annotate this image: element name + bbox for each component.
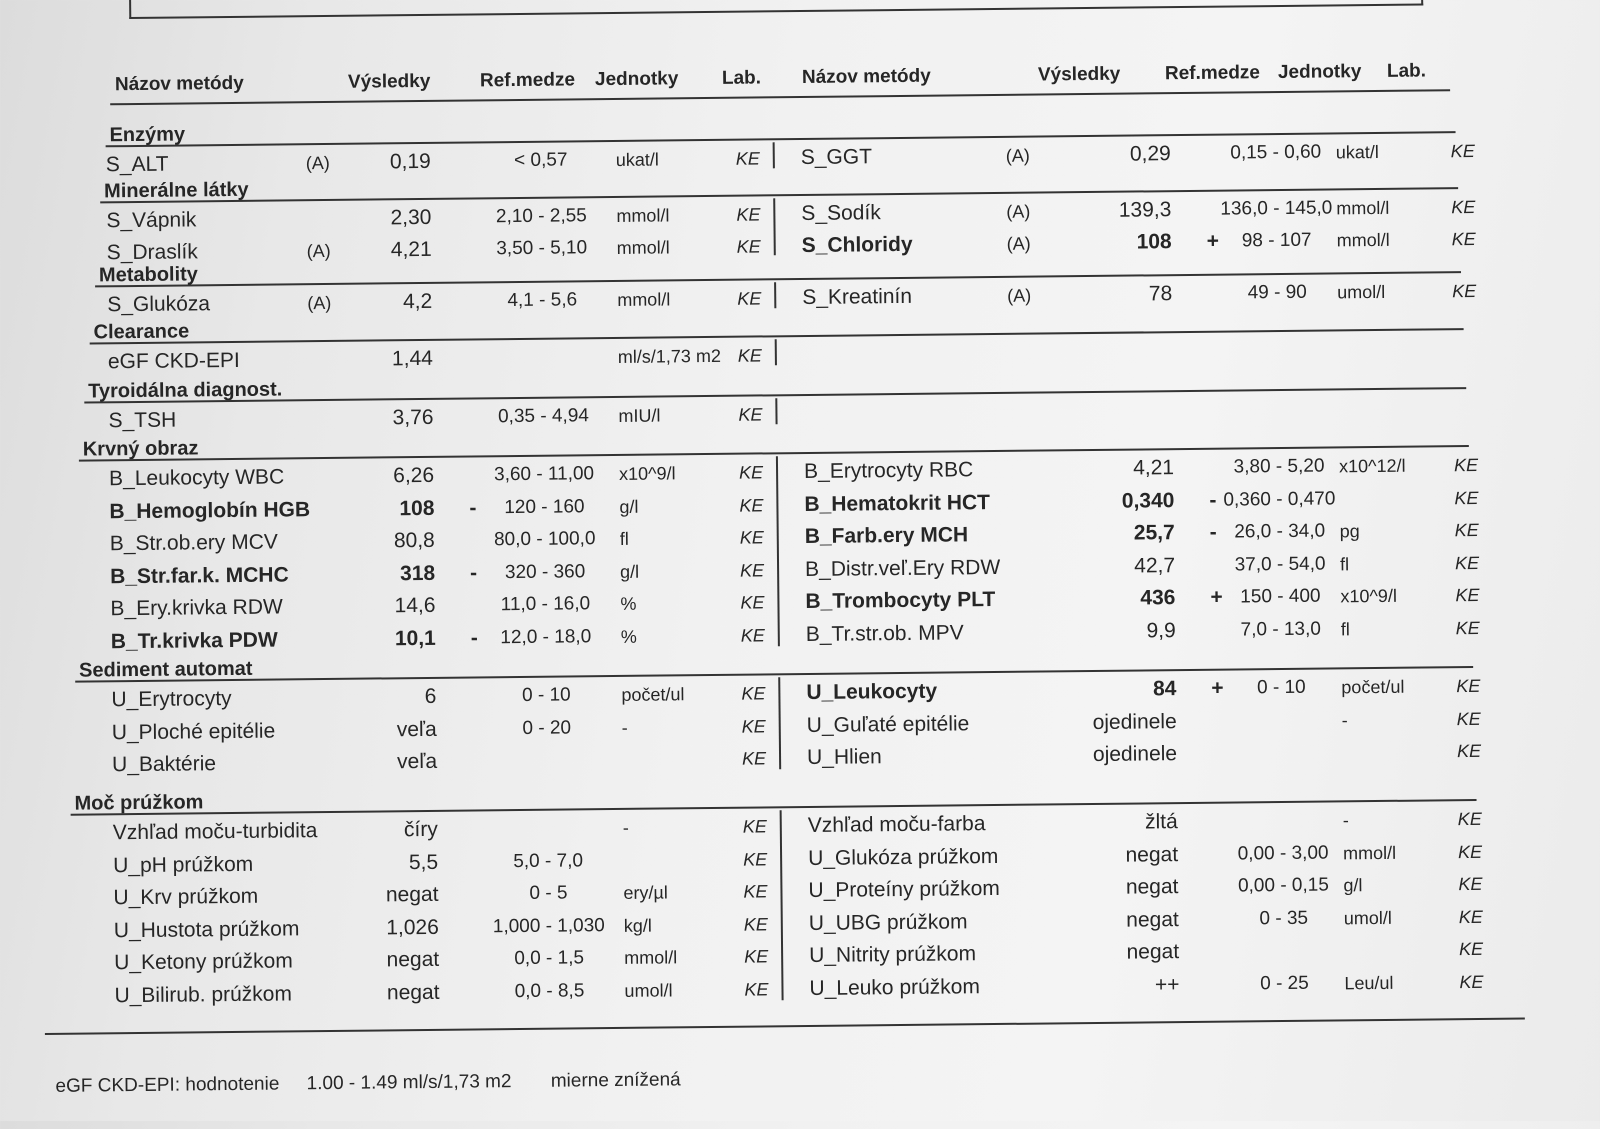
- right-unit: počet/ul: [1341, 676, 1405, 698]
- right-value: žltá: [1144, 810, 1178, 834]
- left-name: S_Vápnik: [106, 208, 197, 233]
- right-name: U_Glukóza prúžkom: [807, 844, 999, 870]
- left-unit: umol/l: [624, 980, 673, 1001]
- left-lab: KE: [741, 748, 767, 769]
- section-title: Enzýmy: [109, 123, 186, 147]
- left-lab: KE: [738, 462, 764, 483]
- left-value: negat: [386, 980, 440, 1005]
- left-name: U_Bilirub. prúžkom: [114, 982, 293, 1008]
- left-lab: KE: [739, 560, 765, 581]
- left-unit: -: [622, 817, 629, 838]
- right-flag-mark: +: [1211, 676, 1224, 700]
- left-lab: KE: [741, 716, 766, 737]
- left-flag: (A): [306, 240, 331, 261]
- left-ref: 0 - 20: [522, 717, 572, 739]
- left-lab: KE: [743, 849, 768, 870]
- left-lab: KE: [743, 881, 768, 902]
- right-value: 4,21: [1133, 456, 1175, 480]
- left-value: 2,30: [390, 205, 432, 230]
- right-ref: 98 - 107: [1241, 229, 1312, 252]
- left-lab: KE: [740, 625, 765, 646]
- left-flag: (A): [307, 292, 332, 314]
- section-title: Metabolity: [98, 263, 198, 287]
- header-left-1: Výsledky: [347, 70, 431, 93]
- bottom-rule: [45, 1017, 1525, 1034]
- left-unit: mmol/l: [616, 205, 670, 226]
- left-name: U_Baktérie: [111, 752, 217, 777]
- footnote: [55, 1069, 680, 1098]
- right-name: B_Distr.veľ.Ery RDW: [804, 555, 1001, 581]
- right-name: U_Nitrity prúžkom: [809, 942, 977, 968]
- footnote-range: 1.00 - 1.49 ml/s/1,73 m2: [306, 1071, 512, 1095]
- right-name: U_Leukocyty: [806, 679, 938, 704]
- left-value: 4,21: [390, 237, 432, 261]
- left-name: U_Erytrocyty: [111, 687, 232, 712]
- left-ref: 4,1 - 5,6: [507, 289, 578, 312]
- column-divider: [773, 142, 775, 168]
- left-name: U_Ketony prúžkom: [114, 949, 293, 975]
- right-lab: KE: [1452, 280, 1477, 302]
- right-ref: 136,0 - 145,0: [1220, 197, 1333, 220]
- header-left-4: Lab.: [721, 67, 762, 89]
- right-name: B_Tr.str.ob. MPV: [805, 621, 964, 646]
- left-value: 10,1: [394, 626, 436, 651]
- right-lab: KE: [1454, 487, 1479, 508]
- right-name: U_Proteíny prúžkom: [808, 877, 1000, 903]
- right-name: S_Chloridy: [801, 232, 913, 257]
- left-ref: 11,0 - 16,0: [500, 593, 591, 616]
- left-lab: KE: [744, 979, 769, 1000]
- left-unit: mmol/l: [617, 289, 671, 310]
- lab-report: [34, 0, 1576, 1129]
- left-lab: KE: [736, 236, 761, 257]
- left-value: 14,6: [394, 594, 436, 618]
- left-ref: 0,0 - 1,5: [514, 947, 585, 970]
- right-unit: ukat/l: [1335, 141, 1379, 163]
- header-right-0: Názov metódy: [801, 65, 931, 89]
- column-divider: [774, 282, 776, 308]
- right-ref: 150 - 400: [1240, 585, 1321, 608]
- right-value: 42,7: [1134, 553, 1176, 578]
- right-name: U_Guľaté epitélie: [806, 711, 970, 737]
- left-flag-mark: -: [469, 561, 478, 585]
- right-name: U_UBG prúžkom: [808, 910, 968, 935]
- left-unit: mmol/l: [616, 236, 670, 258]
- right-value: 108: [1136, 229, 1172, 254]
- left-unit: -: [621, 717, 628, 738]
- left-value: 80,8: [393, 529, 435, 553]
- right-unit: mmol/l: [1342, 842, 1397, 863]
- right-lab: KE: [1456, 708, 1481, 729]
- left-value: 1,44: [391, 346, 433, 371]
- left-value: 4,2: [402, 289, 433, 314]
- right-value: ojedinele: [1092, 709, 1177, 734]
- left-name: U_Hustota prúžkom: [113, 917, 300, 943]
- left-name: B_Ery.krivka RDW: [110, 595, 283, 621]
- column-header: [35, 55, 1515, 102]
- right-flag: (A): [1006, 201, 1031, 222]
- section-title: Krvný obraz: [82, 437, 199, 461]
- left-value: 318: [399, 561, 436, 586]
- right-value: ++: [1154, 973, 1180, 997]
- right-unit: -: [1342, 810, 1349, 831]
- left-lab: KE: [744, 946, 769, 968]
- right-ref: 0,360 - 0,470: [1223, 488, 1336, 511]
- section-title: Sediment automat: [78, 657, 253, 682]
- left-unit: g/l: [620, 561, 640, 582]
- header-right-2: Ref.medze: [1164, 62, 1261, 85]
- right-unit: fl: [1340, 619, 1350, 640]
- left-unit: x10^9/l: [618, 463, 676, 484]
- right-value: 25,7: [1133, 521, 1175, 545]
- left-ref: 3,60 - 11,00: [493, 463, 595, 486]
- footnote-verdict: mierne znížená: [550, 1069, 681, 1092]
- right-value: negat: [1125, 875, 1179, 899]
- right-value: 9,9: [1146, 619, 1176, 643]
- right-unit: Leu/ul: [1344, 972, 1394, 994]
- right-lab: KE: [1457, 841, 1483, 862]
- left-ref: 0,0 - 8,5: [514, 980, 585, 1003]
- right-name: B_Hematokrit HCT: [804, 490, 991, 516]
- left-ref: 320 - 360: [504, 561, 586, 583]
- right-ref: 37,0 - 54,0: [1234, 553, 1326, 576]
- right-ref: 0,00 - 0,15: [1237, 874, 1329, 897]
- left-value: 6: [424, 684, 437, 708]
- right-flag-mark: +: [1206, 229, 1220, 253]
- header-left-3: Jednotky: [594, 68, 679, 91]
- left-lab: KE: [735, 148, 760, 169]
- column-divider: [775, 398, 777, 424]
- left-ref: 2,10 - 2,55: [495, 205, 587, 228]
- left-name: U_Krv prúžkom: [113, 884, 259, 910]
- section-title: Clearance: [93, 320, 190, 344]
- right-unit: umol/l: [1337, 281, 1386, 303]
- left-name: S_Glukóza: [107, 292, 211, 317]
- left-unit: g/l: [619, 496, 639, 517]
- right-unit: mmol/l: [1336, 229, 1390, 251]
- left-unit: počet/ul: [621, 684, 685, 705]
- right-lab: KE: [1455, 585, 1480, 606]
- left-ref: 12,0 - 18,0: [500, 626, 592, 649]
- right-name: S_GGT: [800, 145, 873, 170]
- right-value: 84: [1152, 677, 1177, 701]
- left-lab: KE: [736, 204, 761, 225]
- left-lab: KE: [738, 404, 763, 425]
- left-ref: 5,0 - 7,0: [513, 849, 584, 872]
- right-flag-mark: -: [1209, 488, 1217, 512]
- header-right-4: Lab.: [1386, 60, 1427, 82]
- right-value: ojedinele: [1092, 742, 1178, 767]
- left-name: B_Hemoglobín HGB: [109, 497, 311, 523]
- left-lab: KE: [737, 345, 762, 366]
- left-lab: KE: [742, 816, 767, 837]
- right-flag-mark: -: [1209, 520, 1217, 544]
- right-ref: 0 - 35: [1259, 907, 1309, 930]
- right-unit: pg: [1339, 521, 1360, 542]
- right-flag: (A): [1007, 285, 1032, 306]
- right-lab: KE: [1456, 675, 1481, 697]
- left-flag-mark: -: [470, 626, 478, 650]
- right-value: negat: [1126, 907, 1179, 932]
- left-unit: mIU/l: [618, 405, 661, 426]
- right-ref: 26,0 - 34,0: [1234, 520, 1326, 543]
- right-ref: 0 - 25: [1260, 972, 1309, 995]
- left-ref: 0 - 10: [521, 684, 571, 706]
- left-ref: 0,35 - 4,94: [497, 405, 590, 428]
- left-value: negat: [385, 883, 439, 907]
- left-name: Vzhľad moču-turbidita: [112, 819, 318, 845]
- left-lab: KE: [740, 592, 765, 614]
- section-title: Tyroidálna diagnost.: [88, 378, 283, 403]
- left-ref: 80,0 - 100,0: [493, 528, 596, 551]
- left-name: U_Ploché epitélie: [111, 719, 276, 744]
- left-value: veľa: [396, 750, 438, 774]
- section-title: Moč prúžkom: [74, 791, 204, 815]
- right-name: U_Leuko prúžkom: [809, 975, 981, 1000]
- left-unit: ml/s/1,73 m2: [617, 345, 722, 367]
- right-value: 139,3: [1118, 198, 1172, 222]
- left-unit: ukat/l: [615, 149, 659, 170]
- left-name: eGF CKD-EPI: [107, 348, 240, 374]
- right-name: B_Erytrocyty RBC: [803, 458, 974, 484]
- left-unit: %: [620, 594, 637, 615]
- left-name: B_Leukocyty WBC: [108, 465, 285, 491]
- right-value: 0,340: [1121, 488, 1175, 513]
- left-name: S_TSH: [108, 408, 177, 433]
- left-flag-mark: -: [469, 496, 477, 520]
- right-value: 78: [1148, 282, 1173, 306]
- right-unit: g/l: [1343, 875, 1363, 896]
- right-unit: -: [1341, 709, 1348, 730]
- right-lab: KE: [1451, 196, 1476, 218]
- header-right-3: Jednotky: [1277, 61, 1362, 84]
- left-ref: 120 - 160: [504, 495, 585, 518]
- left-unit: mmol/l: [624, 947, 678, 969]
- right-lab: KE: [1451, 228, 1476, 249]
- left-ref: < 0,57: [513, 149, 568, 172]
- right-lab: KE: [1459, 939, 1484, 960]
- column-divider: [775, 339, 777, 365]
- header-left-2: Ref.medze: [479, 69, 576, 92]
- right-unit: x10^9/l: [1340, 586, 1397, 607]
- left-name: B_Tr.krivka PDW: [110, 628, 278, 654]
- right-ref: 3,80 - 5,20: [1233, 455, 1325, 478]
- right-name: Vzhľad moču-farba: [807, 812, 986, 837]
- left-value: 108: [399, 496, 435, 520]
- left-value: 6,26: [393, 463, 435, 488]
- left-lab: KE: [739, 527, 764, 548]
- right-ref: 7,0 - 13,0: [1240, 618, 1321, 641]
- right-lab: KE: [1458, 906, 1483, 927]
- right-value: negat: [1126, 940, 1180, 965]
- right-value: 0,29: [1129, 142, 1171, 166]
- right-lab: KE: [1456, 741, 1482, 762]
- right-ref: 0,00 - 3,00: [1237, 842, 1329, 865]
- left-ref: 0 - 5: [529, 882, 568, 905]
- left-flag: (A): [305, 152, 330, 174]
- left-lab: KE: [737, 288, 762, 309]
- header-right-1: Výsledky: [1037, 63, 1121, 86]
- left-unit: %: [620, 626, 637, 647]
- right-name: S_Sodík: [801, 201, 881, 226]
- left-name: S_ALT: [105, 152, 169, 177]
- left-unit: ery/µl: [623, 882, 668, 904]
- right-lab: KE: [1454, 520, 1479, 541]
- left-unit: kg/l: [623, 915, 652, 936]
- left-name: B_Str.far.k. MCHC: [110, 563, 289, 589]
- left-value: 0,19: [389, 149, 431, 174]
- right-flag: (A): [1005, 145, 1030, 166]
- left-unit: fl: [619, 529, 629, 550]
- right-ref: 0 - 10: [1256, 676, 1306, 699]
- left-ref: 1,000 - 1,030: [492, 914, 605, 938]
- left-name: B_Str.ob.ery MCV: [109, 530, 278, 556]
- left-name: U_pH prúžkom: [113, 852, 254, 877]
- right-lab: KE: [1458, 874, 1483, 895]
- section-title: Minerálne látky: [103, 178, 249, 203]
- left-value: negat: [386, 948, 440, 972]
- right-ref: 49 - 90: [1247, 281, 1307, 304]
- left-value: číry: [403, 817, 438, 842]
- right-lab: KE: [1450, 140, 1475, 162]
- header-left-0: Názov metódy: [114, 72, 244, 96]
- right-unit: mmol/l: [1336, 197, 1390, 219]
- right-lab: KE: [1454, 552, 1480, 573]
- left-value: 1,026: [386, 915, 439, 940]
- left-value: 3,76: [392, 405, 434, 430]
- right-lab: KE: [1457, 808, 1482, 830]
- left-lab: KE: [739, 495, 764, 516]
- right-unit: fl: [1339, 554, 1350, 575]
- right-name: S_Kreatinín: [802, 284, 913, 310]
- right-value: 436: [1140, 586, 1176, 610]
- left-lab: KE: [743, 914, 768, 935]
- right-flag-mark: +: [1210, 586, 1223, 610]
- right-name: U_Hlien: [806, 745, 882, 770]
- left-lab: KE: [741, 683, 766, 704]
- right-ref: 0,15 - 0,60: [1230, 141, 1322, 164]
- right-name: B_Farb.ery MCH: [804, 523, 969, 549]
- left-name: S_Draslík: [106, 239, 198, 264]
- right-lab: KE: [1459, 971, 1484, 993]
- footnote-label: eGF CKD-EPI: hodnotenie: [55, 1073, 280, 1097]
- top-frame: [129, 0, 1423, 19]
- right-lab: KE: [1453, 454, 1479, 476]
- right-lab: KE: [1455, 617, 1480, 639]
- right-flag: (A): [1006, 233, 1031, 254]
- right-unit: umol/l: [1343, 907, 1392, 929]
- left-value: 5,5: [408, 850, 439, 874]
- right-value: negat: [1125, 842, 1179, 867]
- left-ref: 3,50 - 5,10: [496, 236, 588, 259]
- right-name: B_Trombocyty PLT: [805, 588, 996, 614]
- right-unit: x10^12/l: [1338, 455, 1406, 477]
- left-value: veľa: [396, 717, 437, 741]
